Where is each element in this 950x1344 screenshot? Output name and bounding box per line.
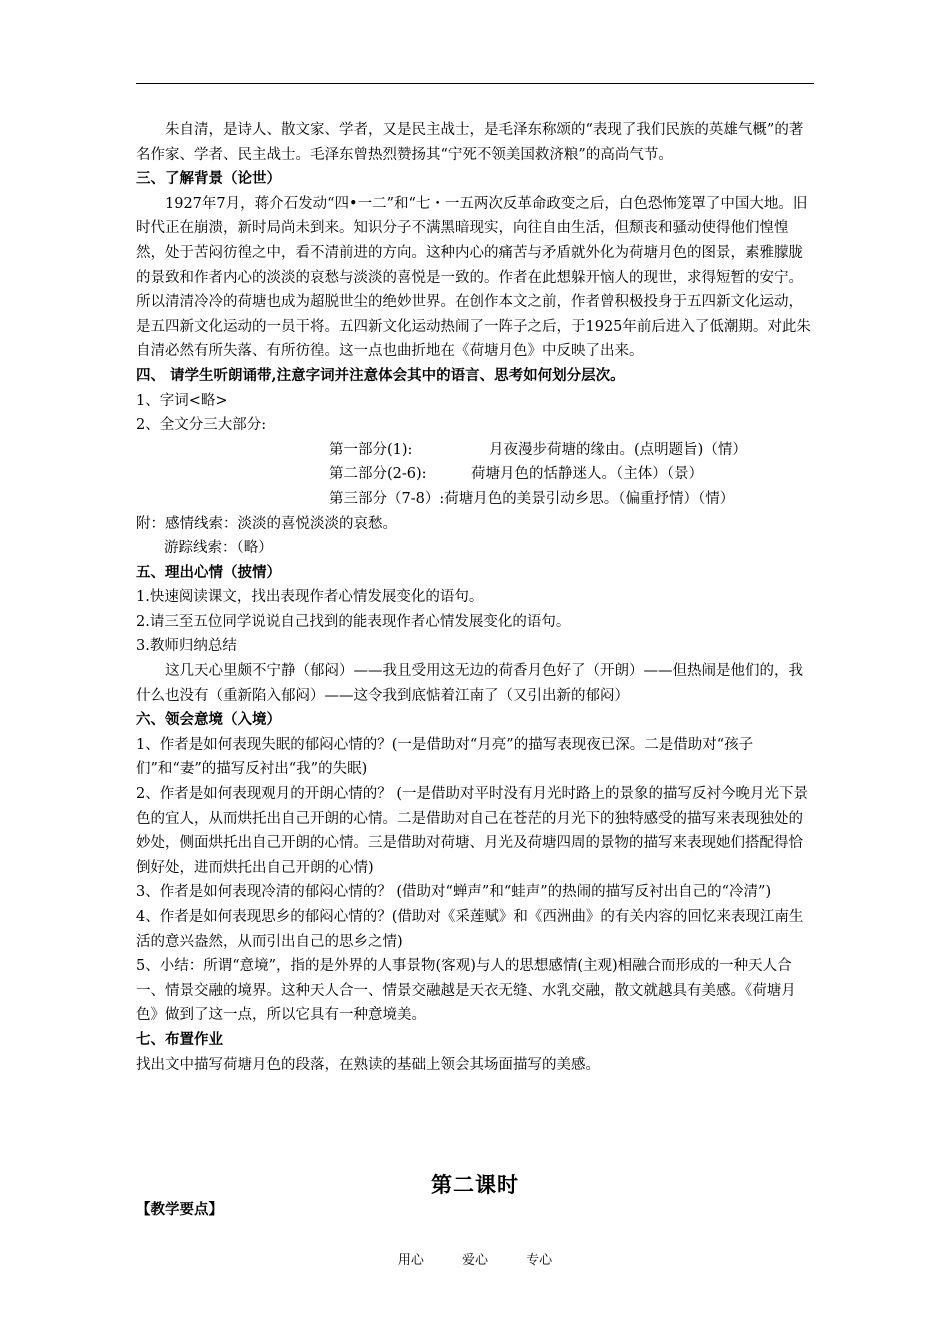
section-6-item-5: 5、小结：所谓“意境”，指的是外界的人事景物(客观)与人的思想感情(主观)相融合而形成的一种天人合一、情景交融的境界。这种天人合一、情景交融越是天衣无缝、水乳交融，散文就越具有美感。《荷塘月色》做到了这一点，所以它具有一种意境美。 [136,958,796,1024]
appendix-emotion-thread: 附：感情线索：淡淡的喜悦淡淡的哀愁。 [136,515,397,532]
outline-label: 第二部分(2-6): [329,466,427,483]
section-6-item-4: 4、作者是如何表现思乡的郁闷心情的？(借助对《采莲赋》和《西洲曲》的有关内容的回忆来表现江南生活的意兴盎然，从而引出自己的思乡之情) [136,909,804,950]
section-6-item-1: 1、作者是如何表现失眠的郁闷心情的？(一是借助对“月亮”的描写表现夜已深。二是借助对“孩子们”和“妻”的描写反衬出“我”的失眠) [136,736,754,778]
section-3-heading: 三、了解背景（论世） [136,170,281,188]
outline-text: 月夜漫步荷塘的缘由。(点明题旨)（情） [489,441,747,458]
section-6-item-2: 2、作者是如何表现观月的开朗心情的？ (一是借助对平时没有月光时路上的景象的描写反衬今晚月光下景色的宜人，从而烘托出自己开朗的心情。二是借助对自己在苍茫的月光下的独特感受的描写来表现独处的妙处，侧面烘托出自己开朗的心情。三是借助对荷塘、月光及荷塘四周的景物的描写来表现她们搭配得恰倒好处，进而烘托出自己开朗的心情) [136,786,808,876]
outline-row [136,487,816,512]
section-4-item-1: 1、字词<略> [136,392,228,409]
outline-row [136,462,816,487]
lesson-2-title: 第二课时 [431,1173,519,1197]
section-5-summary: 这几天心里颇不宁静（郁闷）——我且受用这无边的荷香月色好了（开朗）——但热闹是他们的，我什么也没有（重新陷入郁闷）——这令我到底惦着江南了（又引出新的郁闷） [136,663,803,704]
section-5-item-2: 2.请三至五位同学说说自己找到的能表现作者心情发展变化的语句。 [136,613,571,630]
page-footer [0,1249,950,1268]
appendix-travel-thread: 游踪线索：（略） [164,540,273,557]
structure-outline [136,438,816,512]
footer-word: 爱心 [461,1253,488,1268]
footer-word: 用心 [397,1253,424,1268]
section-6-item-3: 3、作者是如何表现冷清的郁闷心情的？ (借助对“蝉声”和“蛙声”的热闹的描写反衬出自己的“冷清”) [136,884,772,901]
section-4-heading: 四、 请学生听朗诵带,注意字词并注意体会其中的语言、思考如何划分层次。 [136,366,625,384]
outline-row [136,438,816,463]
outline-label: 第三部分（7-8）: [329,490,445,507]
section-7-body: 找出文中描写荷塘月色的段落，在熟读的基础上领会其场面描写的美感。 [136,1056,600,1073]
intro-paragraph: 朱自清，是诗人、散文家、学者，又是民主战士，是毛泽东称颂的“表现了我们民族的英雄气概”的著名作家、学者、民主战士。毛泽东曾热烈赞扬其“宁死不领美国救济粮”的高尚气节。 [136,122,804,163]
section-5-item-1: 1.快速阅读课文，找出表现作者心情发展变化的语句。 [136,589,484,606]
teaching-points-heading: 【教学要点】 [136,1201,223,1218]
document-body [136,118,816,1077]
section-6-heading: 六、领会意境（入境） [136,711,281,729]
outline-text: 荷塘月色的美景引动乡思。（偏重抒情）（情） [444,490,735,507]
section-5-item-3: 3.教师归纳总结 [136,638,237,655]
footer-word: 专心 [526,1253,553,1268]
header-rule [136,83,814,84]
outline-label: 第一部分(1): [329,441,413,458]
section-7-heading: 七、布置作业 [136,1030,223,1048]
section-4-item-2: 2、全文分三大部分: [136,417,267,434]
section-3-body: 1927年7月，蒋介石发动“四•一二”和“七・一五两次反革命政变之后，白色恐怖笼罩了中国大地。旧时代正在崩溃，新时局尚未到来。知识分子不满黑暗现实，向往自由生活，但颓丧和骚动使得他们惶惶然，处于苦闷彷徨之中，看不清前进的方向。这种内心的痛苦与矛盾就外化为荷塘月色的图景，素雅朦胧的景致和作者内心的淡淡的哀愁与淡淡的喜悦是一致的。作者在此想躲开恼人的现世，求得短暂的安宁。所以清清冷冷的荷塘也成为超脱世尘的绝妙世界。在创作本文之前，作者曾积极投身于五四新文化运动，是五四新文化运动的一员干将。五四新文化运动热闹了一阵子之后，于1925年前后进入了低潮期。对此朱自清必然有所失落、有所彷徨。这一点也曲折地在《荷塘月色》中反映了出来。 [136,195,811,360]
outline-text: 荷塘月色的恬静迷人。（主体）（景） [471,466,703,483]
section-5-heading: 五、理出心情（披情） [136,563,281,581]
